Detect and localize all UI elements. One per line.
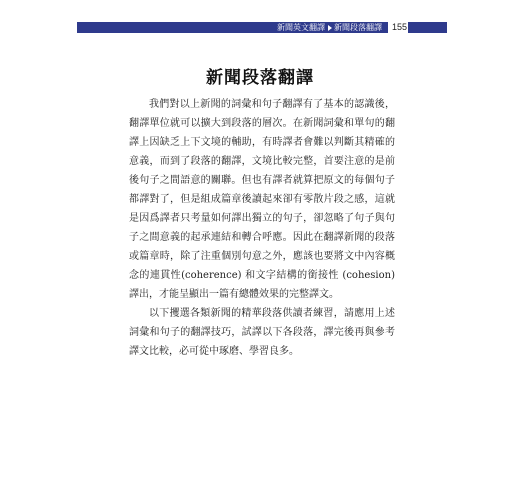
paragraph-1: 我們對以上新聞的詞彙和句子翻譯有了基本的認識後，翻譯單位就可以擴大到段落的層次。在新聞詞彙和單句的翻譯上因缺乏上下文境的輔助，有時譯者會難以判斷其精確的意義，而到了段落的翻譯，文境比較完整，首要注意的是前後句子之間語意的關聯。但也有譯者就算把原文的每個句子都譯對了，但是組成篇章後讀起來卻有零散片段之感，這就是因爲譯者只考量如何譯出獨立的句子，卻忽略了句子與句子之間意義的起承連結和轉合呼應。因此在翻譯新聞的段落或篇章時，除了注重個別句意之外，應該也要將文中內容概念的連貫性(coherence) 和文字結構的銜接性 (cohesion) 譯出，才能呈顯出一篇有總體效果的完整譯文。 xyxy=(129,99,395,300)
body-text xyxy=(129,95,395,361)
paragraph-2: 以下攫選各類新聞的精華段落供讀者練習，請應用上述詞彙和句子的翻譯技巧，試譯以下各段落，譯完後再與參考譯文比較，必可從中琢磨、學習良多。 xyxy=(129,308,395,357)
header-book-title: 新聞英文翻譯 xyxy=(277,23,325,32)
header-section-title: 新聞段落翻譯 xyxy=(334,23,382,32)
header-tab xyxy=(408,22,447,33)
page-number: 155 xyxy=(392,22,408,32)
header-text xyxy=(277,22,382,33)
page-title: 新聞段落翻譯 xyxy=(206,68,314,88)
running-header xyxy=(77,20,447,36)
header-bar xyxy=(77,22,388,33)
triangle-arrow-icon xyxy=(328,25,332,31)
